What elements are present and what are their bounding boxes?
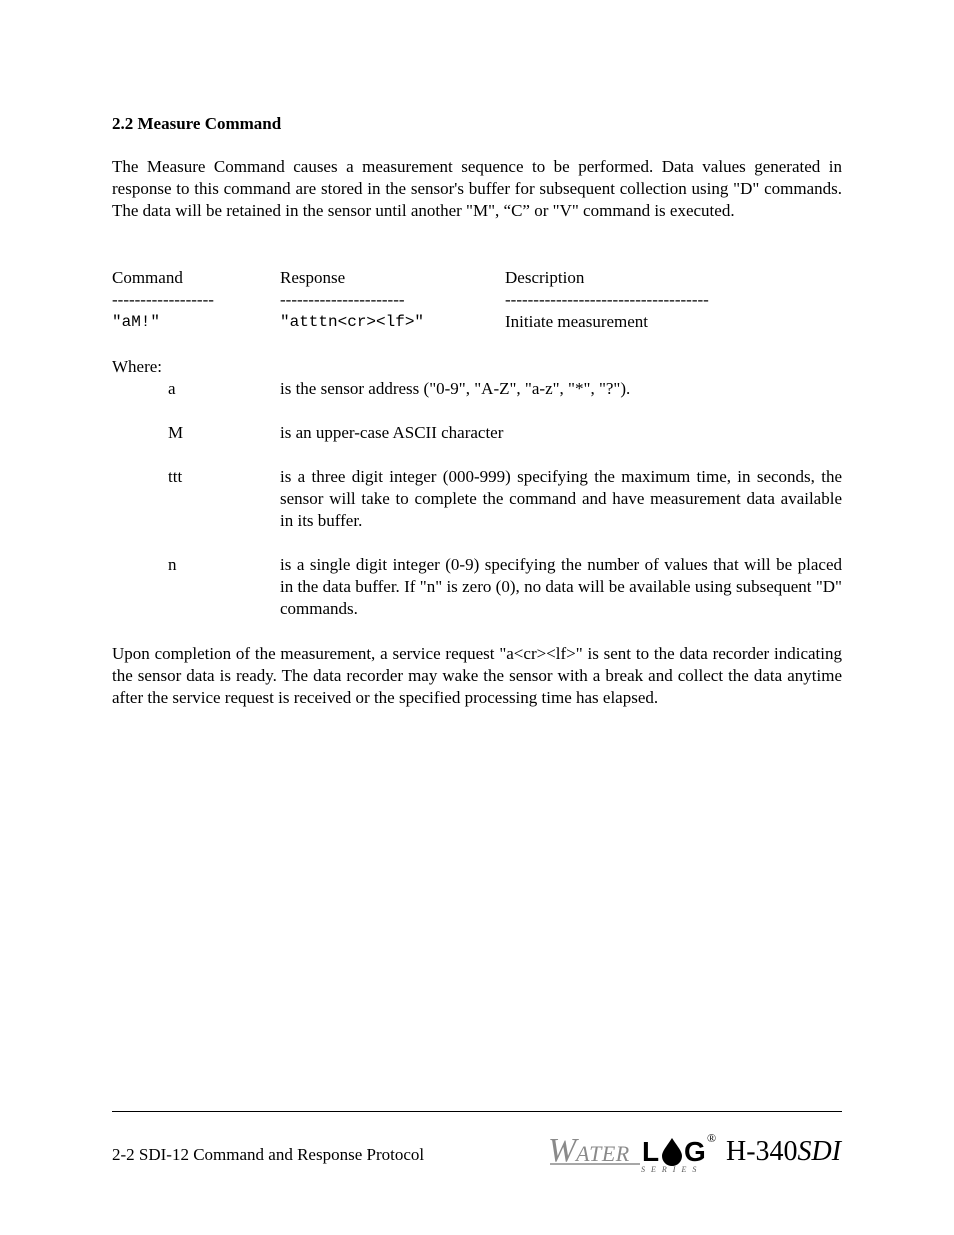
table-header-description: Description: [505, 268, 585, 287]
footer-section-label: 2-2 SDI-12 Command and Response Protocol: [112, 1145, 425, 1164]
where-definition-ttt: is a three digit integer (000-999) specifying the maximum time, in seconds, the sensor will take to complete the command and have measurement data available in its buffer.: [280, 467, 842, 530]
model-suffix: SDI: [797, 1136, 842, 1167]
water-drop-icon: [662, 1138, 682, 1166]
section-heading: 2.2 Measure Command: [112, 114, 282, 133]
footer-model-name: [726, 1135, 841, 1169]
footer-rule: [112, 1111, 842, 1112]
table-separator-description: ------------------------------------: [505, 290, 709, 309]
registered-mark: ®: [707, 1131, 717, 1145]
logo-series: S E R I E S: [641, 1165, 699, 1174]
where-definition-a: is the sensor address ("0-9", "A-Z", "a-z", "*", "?").: [280, 379, 631, 398]
table-header-response: Response: [280, 268, 346, 287]
intro-paragraph: The Measure Command causes a measurement sequence to be performed. Data values generated in response to this command are stored in the sensor's buffer for subsequent collection using "D" commands. The data will be retained in the sensor until another "M", “C” or "V" command is executed.: [112, 157, 842, 220]
table-cell-description: Initiate measurement: [505, 312, 649, 331]
logo-log-g: G: [684, 1136, 706, 1167]
table-separator-command: ------------------: [112, 290, 214, 309]
logo-log-l: L: [642, 1136, 660, 1167]
where-term-ttt: ttt: [168, 467, 183, 486]
table-header-command: Command: [112, 268, 183, 287]
where-definition-m: is an upper-case ASCII character: [280, 423, 504, 442]
table-cell-response: "atttn<cr><lf>": [280, 313, 425, 331]
table-separator-response: ----------------------: [280, 290, 405, 309]
where-term-n: n: [168, 555, 177, 574]
closing-paragraph: Upon completion of the measurement, a service request "a<cr><lf>" is sent to the data recorder indicating the sensor data is ready. The data recorder may wake the sensor with a break and collect the data anytime after the service request is received or the specified processing time has elapsed.: [112, 644, 842, 707]
where-label: Where:: [112, 357, 163, 376]
where-term-a: a: [168, 379, 176, 398]
where-term-m: M: [168, 423, 184, 442]
table-cell-command: "aM!": [112, 313, 161, 331]
logo-water-ater: ATER: [576, 1141, 630, 1166]
where-definition-n: is a single digit integer (0-9) specifying the number of values that will be placed in the data buffer. If "n" is zero (0), no data will be available using subsequent "D" commands.: [280, 555, 842, 618]
model-prefix: H-340: [726, 1136, 798, 1167]
waterlog-logo: [546, 1128, 722, 1174]
logo-water-w: W: [548, 1132, 577, 1169]
